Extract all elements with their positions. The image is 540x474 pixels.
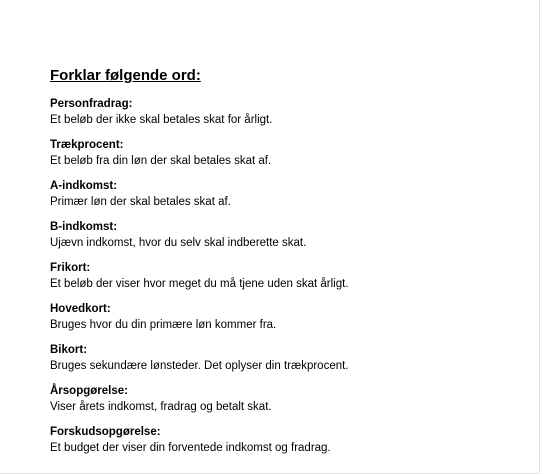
glossary-entry-hovedkort (50, 301, 520, 334)
glossary-term: Hovedkort: (50, 303, 111, 315)
glossary-entry-bikort (50, 342, 520, 375)
glossary-definition: Bruges sekundære lønsteder. Det oplyser din trækprocent. (50, 360, 349, 372)
glossary-definition: Primær løn der skal betales skat af. (50, 196, 231, 208)
glossary-definition: Ujævn indkomst, hvor du selv skal indberette skat. (50, 237, 307, 249)
glossary-term: Forskudsopgørelse: (50, 426, 161, 438)
glossary-entry-a-indkomst (50, 178, 520, 211)
glossary-entry-forskudsopgoerelse (50, 424, 520, 457)
glossary-term: Personfradrag: (50, 98, 133, 110)
glossary-definition: Viser årets indkomst, fradrag og betalt skat. (50, 401, 272, 413)
glossary-term: A-indkomst: (50, 180, 118, 192)
glossary-entry-b-indkomst (50, 219, 520, 252)
glossary-entry-personfradrag (50, 96, 520, 129)
glossary-term: B-indkomst: (50, 221, 118, 233)
glossary-term: Frikort: (50, 262, 91, 274)
glossary-entry-frikort (50, 260, 520, 293)
glossary-entry-traekprocent (50, 137, 520, 170)
glossary-term: Årsopgørelse: (50, 385, 128, 397)
glossary-definition: Bruges hvor du din primære løn kommer fra. (50, 319, 277, 331)
glossary-definition: Et beløb der viser hvor meget du må tjene uden skat årligt. (50, 278, 349, 290)
document-title: Forklar følgende ord: (50, 67, 201, 84)
glossary-term: Bikort: (50, 344, 88, 356)
glossary-definition: Et beløb der ikke skal betales skat for årligt. (50, 114, 273, 126)
document-body (50, 66, 520, 465)
glossary-definition: Et beløb fra din løn der skal betales skat af. (50, 155, 272, 167)
glossary-definition: Et budget der viser din forventede indkomst og fradrag. (50, 442, 331, 454)
glossary-term: Trækprocent: (50, 139, 124, 151)
glossary-entry-aarsopgoerelse (50, 383, 520, 416)
